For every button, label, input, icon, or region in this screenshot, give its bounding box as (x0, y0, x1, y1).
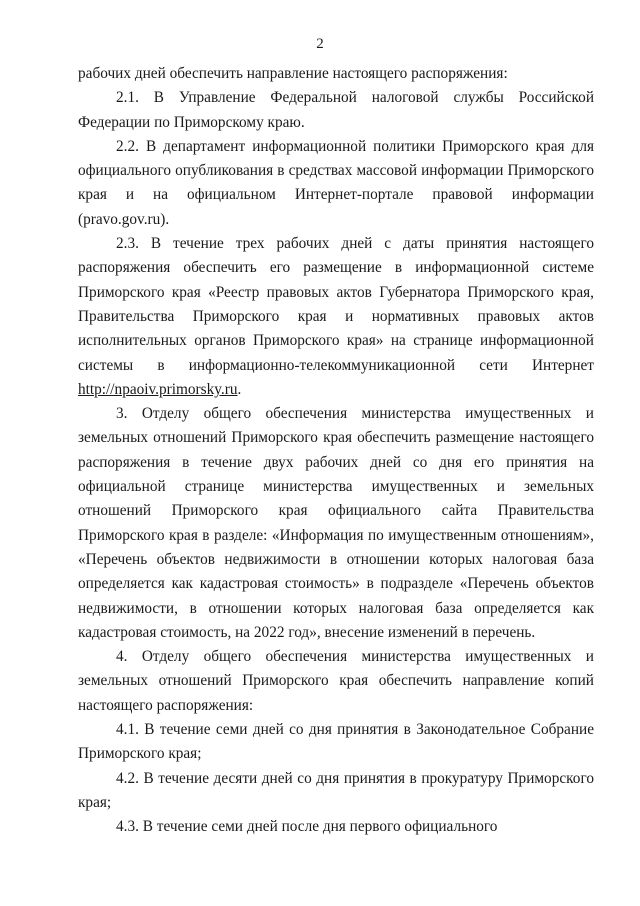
paragraph-2-3 (78, 232, 594, 402)
document-body (78, 62, 594, 840)
paragraph-2-2: 2.2. В департамент информационной политики Приморского края для официального опубликования в средствах массовой информации Приморского края и на официальном Интернет-портале правовой информации (pravo.gov.ru). (78, 137, 594, 228)
paragraph-continuation: рабочих дней обеспечить направление настоящего распоряжения: (78, 65, 508, 82)
paragraph-2-3-end: . (237, 380, 242, 398)
paragraph-4: 4. Отделу общего обеспечения министерства имущественных и земельных отношений Приморского края обеспечить направление копий настоящего распоряжения: (78, 648, 594, 714)
paragraph-4-3: 4.3. В течение семи дней после дня первого официального (116, 818, 498, 836)
paragraph-3: 3. Отделу общего обеспечения министерства имущественных и земельных отношений Приморского края обеспечить размещение настоящего распоряжения в течение двух рабочих дней со дня его принятия на официальной странице министерства имущественных и земельных отношений Приморского края официального сайта Правительства Приморского края в разделе: «Информация по имущественным отношениям», «Перечень объектов недвижимости в отношении которых налоговая база определяется как кадастровая стоимость» в подразделе «Перечень объектов недвижимости, в отношении которых налоговая база определяется как кадастровая стоимость, на 2022 год», внесение изменений в перечень. (78, 405, 594, 641)
paragraph-4-1: 4.1. В течение семи дней со дня принятия в Законодательное Собрание Приморского края; (78, 721, 594, 763)
npaoiv-link[interactable]: http://npaoiv.primorsky.ru (78, 380, 238, 398)
paragraph-2-1: 2.1. В Управление Федеральной налоговой службы Российской Федерации по Приморскому краю. (78, 89, 594, 131)
paragraph-2-3-text: 2.3. В течение трех рабочих дней с даты принятия настоящего распоряжения обеспечить его размещение в информационной системе Приморского края «Реестр правовых актов Губернатора Приморского края, Правительства Приморского края и нормативных правовых актов исполнительных органов Приморского края» на странице информационной системы в информационно-телекоммуникационной сети Интернет (78, 235, 594, 374)
paragraph-4-2: 4.2. В течение десяти дней со дня принятия в прокуратуру Приморского края; (78, 769, 594, 811)
page-number: 2 (316, 36, 324, 52)
